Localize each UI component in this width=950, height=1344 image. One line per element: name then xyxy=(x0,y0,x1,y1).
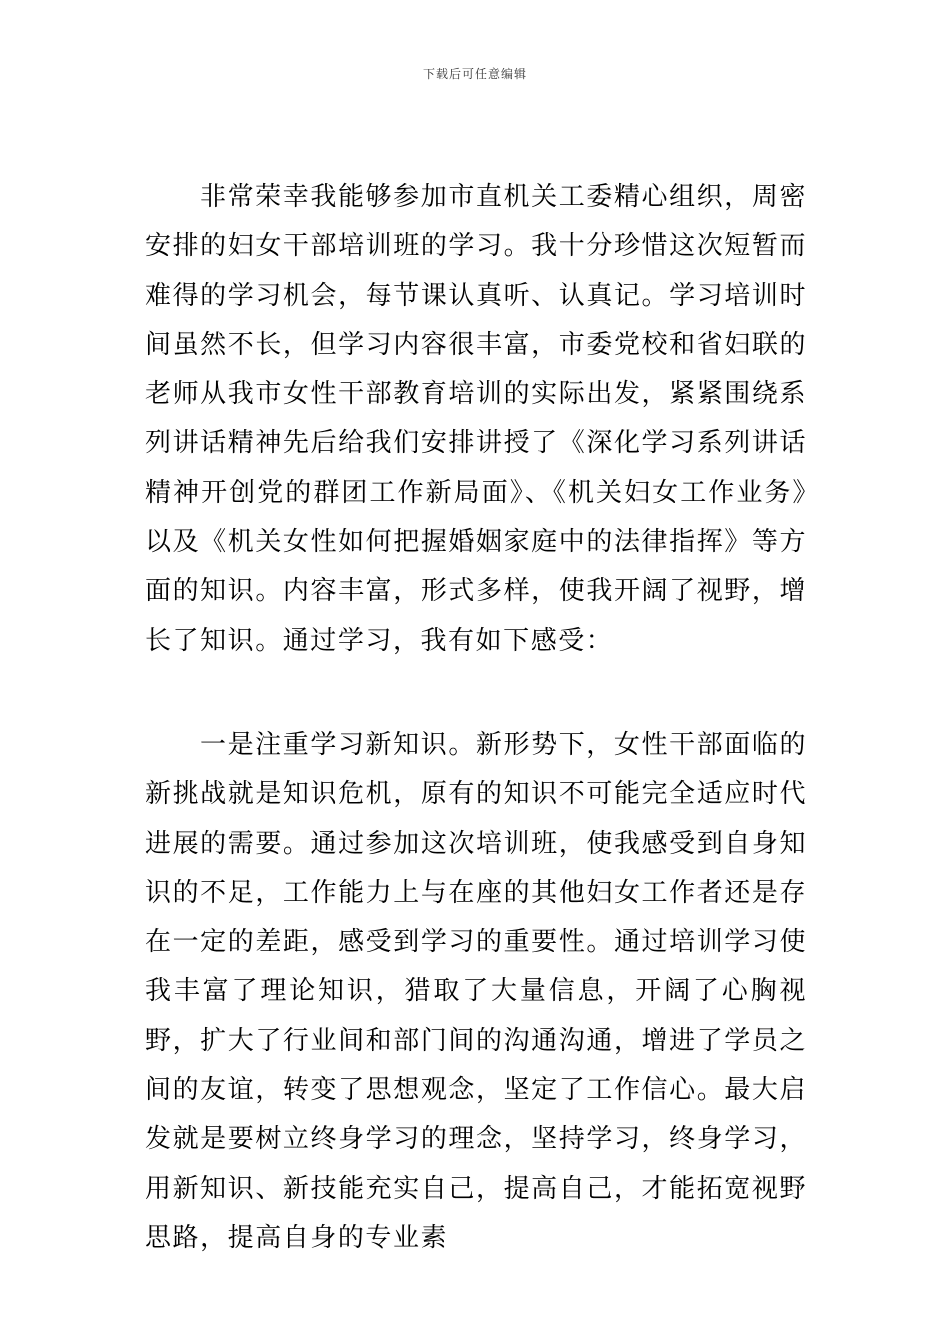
page-header: 下载后可任意编辑 xyxy=(422,67,527,81)
body-paragraph-1: 非常荣幸我能够参加市直机关工委精心组织，周密安排的妇女干部培训班的学习。我十分珍惜这次短暂而难得的学习机会，每节课认真听、认真记。学习培训时间虽然不长，但学习内容很丰富，市委党校和省妇联的老师从我市女性干部教育培训的实际出发，紧紧围绕系列讲话精神先后给我们安排讲授了《深化学习系列讲话精神开创党的群团工作新局面》、《机关妇女工作业务》以及《机关女性如何把握婚姻家庭中的法律指挥》等方面的知识。内容丰富，形式多样，使我开阔了视野，增长了知识。通过学习，我有如下感受： xyxy=(145,182,807,656)
body-paragraph-2: 一是注重学习新知识。新形势下，女性干部面临的新挑战就是知识危机，原有的知识不可能完全适应时代进展的需要。通过参加这次培训班，使我感受到自身知识的不足，工作能力上与在座的其他妇女工作者还是存在一定的差距，感受到学习的重要性。通过培训学习使我丰富了理论知识，猎取了大量信息，开阔了心胸视野，扩大了行业间和部门间的沟通沟通，增进了学员之间的友谊，转变了思想观念，坚定了工作信心。最大启发就是要树立终身学习的理念，坚持学习，终身学习，用新知识、新技能充实自己，提高自己，才能拓宽视野思路，提高自身的专业素 xyxy=(145,730,807,1253)
